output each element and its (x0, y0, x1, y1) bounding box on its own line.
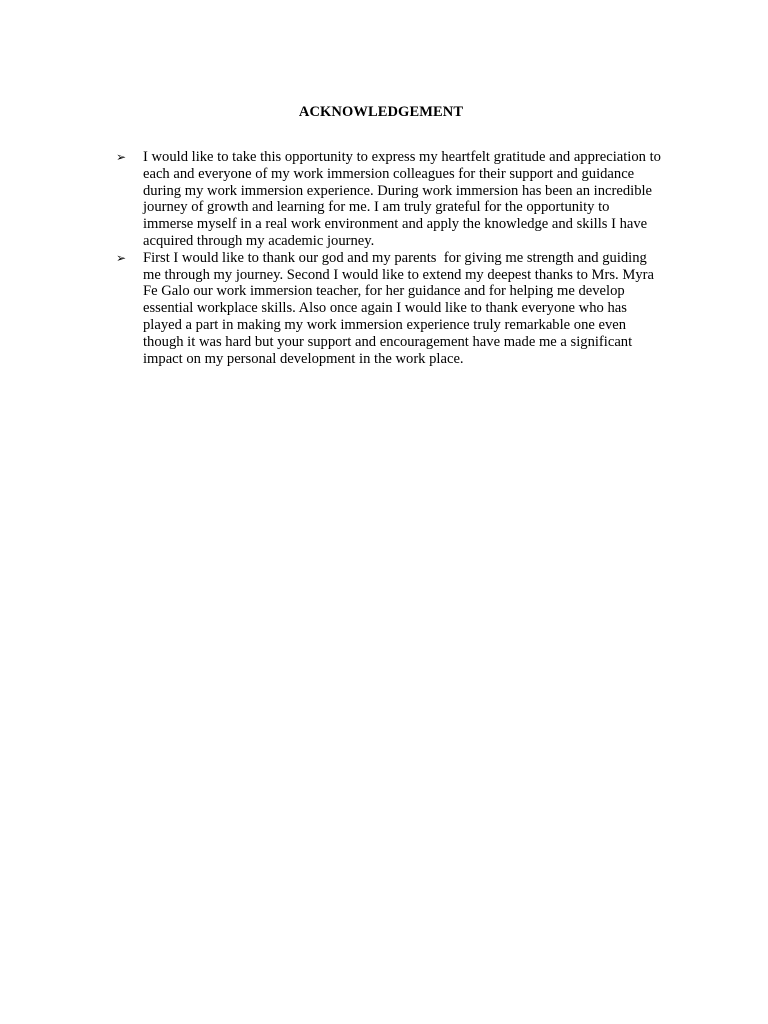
page-title: ACKNOWLEDGEMENT (298, 104, 464, 120)
paragraph-text: I would like to take this opportunity to express my heartfelt gratitude and appreciation to each and everyone of my work immersion colleagues for their support and guidance during my work immersion experience. During work immersion has been an incredible journey of growth and learning for me. I am truly grateful for the opportunity to immerse myself in a real work environment and apply the knowledge and skills I have acquired through my academic journey. (143, 149, 665, 249)
acknowledgement-list (116, 149, 665, 367)
arrow-bullet-icon: ➢ (116, 150, 127, 164)
list-item (116, 250, 661, 368)
paragraph-text: First I would like to thank our god and my parents for giving me strength and guiding me through my journey. Second I would like to extend my deepest thanks to Mrs. Myra Fe Galo our work immersion teacher, for her guidance and for helping me develop essential workplace skills. Also once again I would like to thank everyone who has played a part in making my work immersion experience truly remarkable one even though it was hard but your support and encouragement have made me a significant impact on my personal development in the work place. (143, 249, 658, 367)
list-item (116, 149, 665, 250)
arrow-bullet-icon: ➢ (116, 250, 127, 265)
